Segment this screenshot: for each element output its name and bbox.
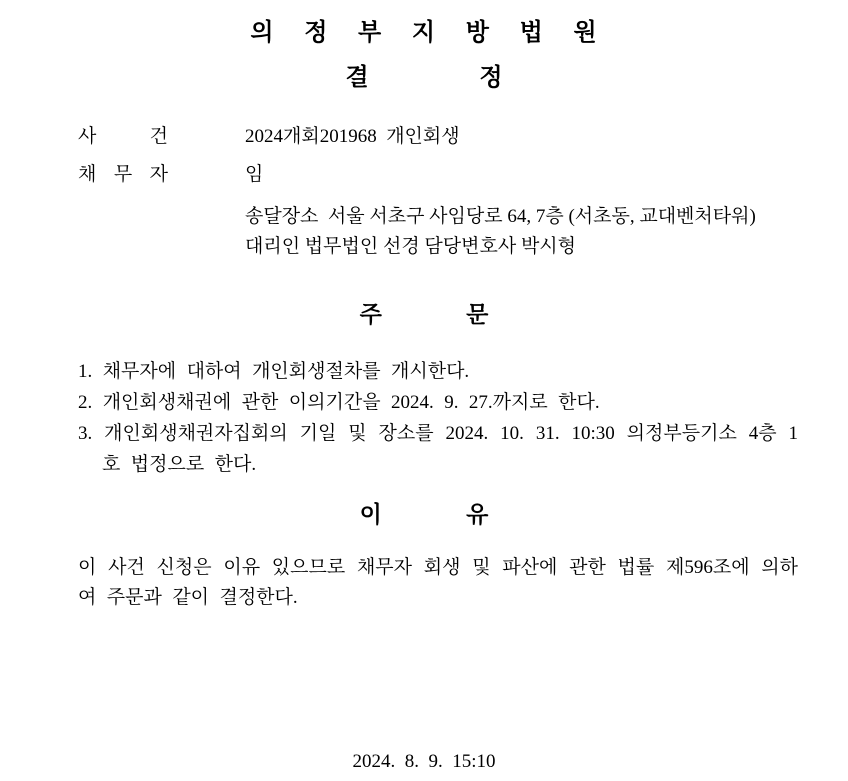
order-items-section [78,356,798,480]
party-details-section [245,202,796,262]
decision-datetime: 2024. 8. 9. 15:10 [352,751,496,772]
debtor-label: 채 무 자 [78,164,168,185]
order-item-3: 3. 개인회생채권자집회의 기일 및 장소를 2024. 10. 31. 10:30 의정부등기소 4층 1호 법정으로 한다. [78,423,798,475]
order-item-2: 2. 개인회생채권에 관한 이의기간을 2024. 9. 27.까지로 한다. [78,392,600,413]
case-number-label: 사 건 [78,126,168,147]
case-number-row [78,126,848,148]
document-type-title: 결 정 [345,64,503,91]
service-address-line: 송달장소 서울 서초구 사임당로 64, 7층 (서초동, 교대벤처타워) [245,206,756,227]
debtor-value: 임 [245,164,264,185]
order-item-1: 1. 채무자에 대하여 개인회생절차를 개시한다. [78,361,470,382]
court-name-title: 의 정 부 지 방 법 원 [250,19,598,46]
debtor-row [78,164,848,186]
case-info-section [78,126,848,186]
representative-line: 대리인 법무법인 선경 담당변호사 박시형 [245,236,577,257]
reason-section-title: 이 유 [359,501,489,527]
order-section-title: 주 문 [359,301,489,327]
reason-text: 이 사건 신청은 이유 있으므로 채무자 회생 및 파산에 관한 법률 제596조에 의하여 주문과 같이 결정한다. [78,557,798,608]
case-number-value: 2024개회201968 개인회생 [245,126,460,147]
